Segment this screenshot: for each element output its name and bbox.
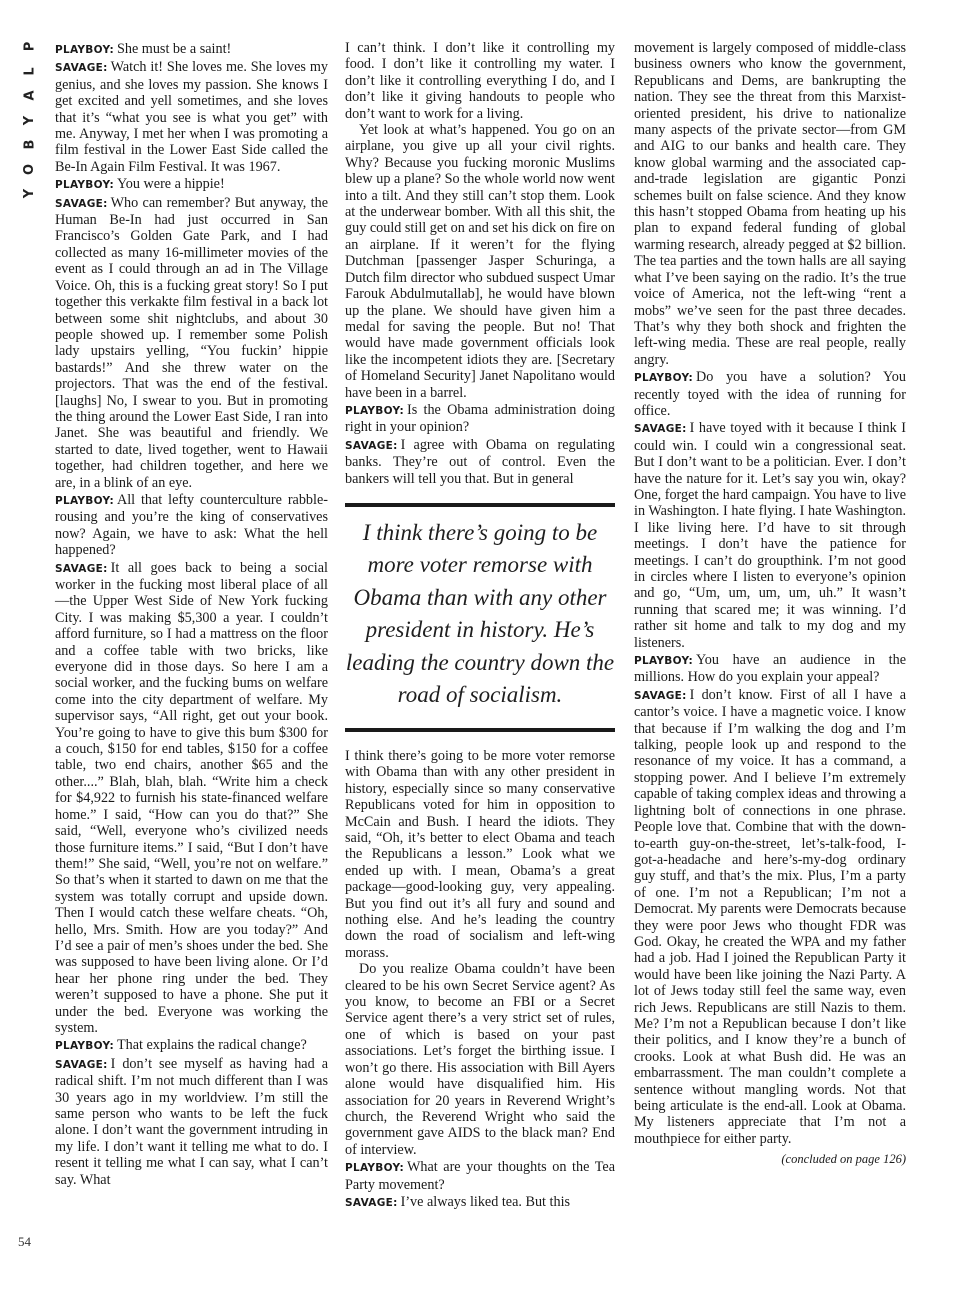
paragraph-text: Do you have a solution? You recently toyed with the idea of running for office. — [634, 369, 906, 419]
speaker-label: SAVAGE: — [55, 62, 108, 75]
speaker-label: PLAYBOY: — [55, 44, 114, 56]
paragraph-text: Yet look at what’s happened. You go on an airplane, you give up all your civil rights. Why? Because you fucking moronic Muslims blew up a plane? So the whole world now went into a tilt. And they still can’t stop them. Look at the underwear bomber. With all this shit, the guy could still get on and set his dick on fire on an airplane. If it weren’t for the flying Dutchman [passenger Jasper Schuringa, a Dutch film director who subdued suspect Umar Farouk Abdulmutallab], he would have blown up the plane. We should have given him a medal for saving the people. But no! That would have made government officials look like the incompetent idiots they are. [Secretary of Homeland Security] Janet Napolitano would have been in a barrel. — [345, 122, 615, 401]
paragraph-text: Who can remember? But anyway, the Human Be-In had just occurred in San Francisco’s Golden Gate Park, and I had collected as many 16-millimeter movies of the event as I could through an ad in The Village Voice. Oh, this is a fucking great story! So I put together this verkakte film festival in a back lot between some shit nightclubs, and about 30 people showed up. I remember some Polish lady upstairs yelling, “You fuckin’ hippie bastards!” And she threw water on the projectors. That was the end of the festival. [laughs] No, I swear to you. But in promoting the thing around the Lower East Side, I ran into Janet. She was beautiful and friendly. We started to date, lived together, went to Hawaii together, had children together, and here we are, in a blink of an eye. — [55, 194, 328, 491]
interview-paragraph — [55, 195, 328, 491]
paragraph-text: I agree with Obama on regulating banks. They’re out of control. Even the bankers will tell you that. But in general — [345, 436, 615, 487]
masthead-letter: B — [22, 139, 38, 150]
column-3-body — [634, 40, 906, 1147]
paragraph-text: I don’t know. First of all I have a cantor’s voice. I have a magnetic voice. I know that because if I’m walking the dog and I’m talking, people look up and respond to the resonance of my voice. It has a command, a stopping power. And I believe I’m extremely capable of taking complex ideas and throwing a lightning bolt of connections in one phrase. People love that. Combine that with the down-to-earth guy-on-the-street, let’s-talk-food, I-got-a-headache and here’s-my-dog ordinary guy stuff, and that’s the mix. Plus, I’m a party of one. I’m not a Republican; I’m not a Democrat. My parents were Democrats because they were poor Jews who thought FDR was God. Okay, he created the WPA and my father had a job. Had I joined the Republican Party it would have been like joining the Nazi Party. A lot of Jews today still feel the same way, even rich Jews. Republicans are still Nazis to them. Me? I’m not a Republican because I don’t like their politics, and I know they’re a bunch of crooks. Look at what Bush did. He was an embarrassment. The man couldn’t complete a sentence without mangling words. Not that being articulate is the end-all. Look at Obama. My listeners appreciate that I’m not a mouthpiece for either party. — [634, 686, 906, 1147]
page-number: 54 — [18, 1234, 31, 1249]
paragraph-text: Watch it! She loves me. She loves my genius, and she loves my passion. She knows I get excited and yell sometimes, and she loves that it’s “what you see is what you get” with me. Anyway, I met her when I was promoting a film festival in the Lower East Side called the Be-In Again Film Festival. It was 1967. — [55, 59, 328, 175]
interview-paragraph — [345, 437, 615, 487]
masthead-letter: A — [22, 90, 38, 101]
interview-paragraph — [55, 41, 328, 58]
paragraph-text: I can’t think. I don’t like it controlling my food. I don’t like it controlling my water. I don’t like it controlling everything I do, and I don’t like it giving handouts to people who don’t want to work for a living. — [345, 40, 615, 122]
speaker-label: SAVAGE: — [345, 1196, 398, 1209]
paragraph-text: She must be a saint! — [116, 41, 232, 57]
column-2-top — [345, 40, 615, 487]
body-paragraph — [345, 961, 615, 1158]
masthead-letter: L — [22, 66, 38, 76]
paragraph-text: I think there’s going to be more voter remorse with Obama than with any other president in history, especially since so many conservative Republicans voted for him in opposition to McCain and Bush. I heard the idiots. They said, “Oh, it’s better to elect Obama and teach the Republicans a lesson.” Look what we ended up with. I mean, Obama’s a great package—good-looking guy, very appealing. But you find out it’s all fury and sound and nothing else. And he’s leading the country down the road of socialism and left-wing morass. — [345, 747, 615, 961]
paragraph-text: I don’t see myself as having had a radical shift. I’m not much different than I was 30 years ago in my worldview. I’m still the same person who wants to be left the fuck alone. I don’t want the government intruding in my life. I don’t want it telling me what to do. I resent it telling me what I can say, what I can’t say. What — [55, 1055, 328, 1188]
speaker-label: SAVAGE: — [634, 423, 687, 436]
interview-paragraph — [345, 402, 615, 436]
paragraph-text: That explains the radical change? — [116, 1037, 307, 1054]
speaker-label: SAVAGE: — [55, 562, 108, 575]
continuation-note: (concluded on page 126) — [781, 1152, 906, 1167]
interview-paragraph — [55, 1056, 328, 1188]
paragraph-text: I have toyed with it because I think I could win. I could win a congressional seat. But I don’t want to be a politician. Ever. I don’t have the nature for it. Let’s say you win, okay? One, forget the hard campaign. You have to live in Washington. I hate flying. I hate Washington. I like living here. I’d have to sit through meetings. I don’t have the patience for meetings. I can’t do groupthink. I’m not good in circles where I listen to everyone’s opinion and go, “Um, um, um, um, uh.” It wasn’t running that scared me; it was winning. I’d rather sit home and talk to my dog and my listeners. — [634, 420, 906, 651]
masthead-letter: Y — [22, 188, 38, 199]
interview-paragraph — [345, 1159, 615, 1193]
masthead-letter: P — [22, 41, 38, 52]
body-paragraph — [345, 748, 615, 961]
masthead-letter: O — [22, 163, 38, 175]
speaker-label: PLAYBOY: — [345, 1162, 404, 1175]
speaker-label: PLAYBOY: — [55, 494, 114, 507]
paragraph-text: It all goes back to being a social worker in the fucking most liberal place of all—the Upper West Side of New York fucking City. I was making $5,300 a year. I couldn’t afford furniture, so I had a mattress on the floor and a coffee table with two bricks, like everyone did in those days. So here I am a social worker, and the fucking bums on welfare come into the city department of welfare. My supervisor says, “All right, get out your book. You’re going to have to give this bum $300 for a couch, $150 for end tables, $150 for a coffee table, two end chairs, another $65 and the other....” Blah, blah, blah. “Write him a check for $4,922 to furnish his state-financed welfare home.” I said, “How can you do that?” She said, “Well, everyone who’s civilized needs those furniture items.” I said, “But I don’t have them!” She said, “Well, you’re not on welfare.” So that’s when it started to dawn on me that the system was totally corrupt and upside down. Then I would catch these welfare cheats. “Oh, hello, Mrs. Smith. How are you today?” And I’d see a pair of men’s shoes under the bed. She was supposed to have been living alone. Or I’d hear her phone ring under the bed. They weren’t supposed to have a phone. She put it under the bed. Everyone was working the system. — [55, 559, 328, 1036]
speaker-label: SAVAGE: — [634, 689, 687, 702]
magazine-masthead — [12, 40, 48, 200]
speaker-label: PLAYBOY: — [55, 1040, 114, 1053]
interview-paragraph — [634, 652, 906, 686]
paragraph-text: Do you realize Obama couldn’t have been cleared to be his own Secret Service agent? As you know, to become an FBI or a Secret Service agent there’s a very strict set of rules, one of which is based on your past associations. Let’s forget the birthing issue. I won’t go there. His association with Bill Ayers alone would have disqualified him. His association for 20 years in Reverend Wright’s church, the Reverend Wright who said the government gave AIDS to the black man? End of interview. — [345, 961, 615, 1158]
column-2 — [345, 40, 615, 1211]
masthead-letter: Y — [22, 115, 38, 125]
speaker-label: PLAYBOY: — [634, 655, 693, 668]
speaker-label: SAVAGE: — [55, 1058, 108, 1071]
body-paragraph — [345, 40, 615, 122]
speaker-label: SAVAGE: — [345, 439, 398, 452]
paragraph-text: What are your thoughts on the Tea Party movement? — [345, 1159, 615, 1193]
interview-paragraph — [345, 1194, 615, 1211]
column-3 — [634, 40, 906, 1168]
interview-paragraph — [634, 420, 906, 651]
interview-paragraph — [634, 369, 906, 419]
interview-paragraph — [634, 687, 906, 1147]
paragraph-text: movement is largely composed of middle-class business owners who know the government, Republicans and Dems, are bankrupting the nation. They see the threat from this Marxist-oriented president, his drive to nationalize many aspects of the private sector—from GM and AIG to our banks and health care. They know global warming and the associated cap-and-trade legislation are gigantic Ponzi schemes built on false science. And they know this hasn’t stopped Obama from heating up his plan to expand federal funding of global warming research, already pegged at $2 billion. The tea parties and the town halls are all saying what I’ve been saying on the radio. It’s the true voice of America, not the left-wing “rent a mobs” we’ve seen for the past three decades. That’s why they both shock and frighten the left-wing media. These are real people, really angry. — [634, 40, 906, 368]
paragraph-text: You have an audience in the millions. How do you explain your appeal? — [634, 652, 906, 686]
speaker-label: SAVAGE: — [55, 197, 108, 210]
speaker-label: PLAYBOY: — [634, 372, 693, 385]
interview-paragraph — [55, 560, 328, 1037]
pull-quote: I think there’s going to be more voter remorse with Obama than with any other president in history. He’s leading the country down the road of socialism. — [345, 503, 615, 732]
speaker-label: PLAYBOY: — [55, 179, 114, 192]
body-paragraph — [634, 40, 906, 368]
interview-paragraph — [55, 176, 328, 193]
speaker-label: PLAYBOY: — [345, 404, 404, 417]
interview-paragraph — [55, 1037, 328, 1054]
column-2-bottom — [345, 748, 615, 1211]
interview-paragraph — [55, 59, 328, 175]
paragraph-text: Is the Obama administration doing right in your opinion? — [345, 401, 615, 436]
body-paragraph — [345, 122, 615, 401]
paragraph-text: I’ve always liked tea. But this — [400, 1193, 571, 1210]
paragraph-text: All that lefty counterculture rabble-rousing and you’re the king of conservatives now? Again, we have to ask: What the hell happened? — [55, 491, 328, 559]
interview-paragraph — [55, 492, 328, 559]
paragraph-text: You were a hippie! — [116, 176, 225, 193]
column-1 — [55, 40, 328, 1188]
